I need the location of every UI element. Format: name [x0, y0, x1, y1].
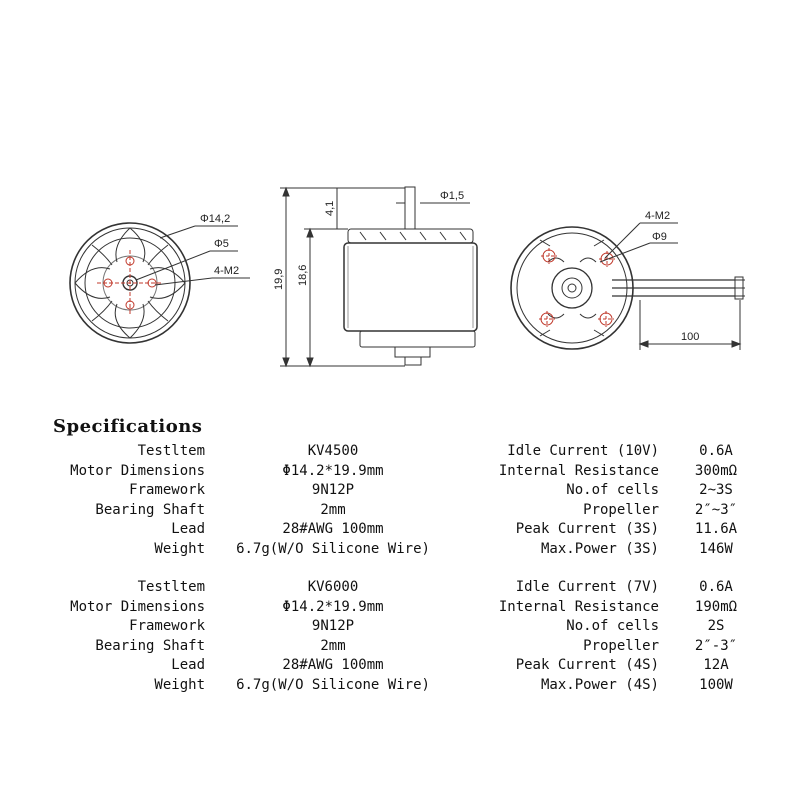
front-outer-dia-label: Φ14,2	[200, 213, 231, 225]
spec-value: Φ14.2*19.9mm	[282, 598, 384, 615]
spec-row	[0, 597, 800, 617]
spec-value: 28#AWG 100mm	[282, 521, 384, 538]
spec-row	[0, 519, 800, 539]
spec-row	[0, 577, 800, 597]
spec-value: 11.6A	[694, 521, 738, 538]
spec-value: 12A	[703, 657, 729, 674]
spec-row	[0, 461, 800, 481]
spec-value: 2~3S	[699, 482, 733, 499]
spec-value: 9N12P	[311, 482, 355, 499]
spec-label: Idle Current (10V)	[507, 443, 659, 459]
spec-value: KV6000	[307, 579, 359, 595]
spec-value: 2″~3″	[694, 501, 738, 518]
spec-value: 100W	[699, 677, 733, 693]
spec-value: 190mΩ	[694, 598, 738, 615]
spec-label: Peak Current (3S)	[515, 521, 659, 538]
front-center-dia-label: Φ5	[214, 238, 229, 250]
side-shaft-len-label: 4,1	[324, 200, 336, 216]
spec-value: 9N12P	[311, 618, 355, 635]
spec-label: No.of cells	[566, 618, 659, 635]
spec-label: Max.Power (3S)	[540, 541, 659, 557]
spec-label: Idle Current (7V)	[515, 579, 659, 595]
spec-row	[0, 616, 800, 636]
specifications-heading: Specifications	[53, 416, 203, 437]
spec-label: Motor Dimensions	[70, 598, 205, 615]
spec-label: No.of cells	[566, 482, 659, 499]
spec-label: Framework	[129, 618, 205, 635]
spec-value: 0.6A	[699, 579, 733, 595]
spec-row	[0, 480, 800, 500]
spec-label: Motor Dimensions	[70, 462, 205, 479]
spec-value: 146W	[699, 541, 733, 557]
spec-value: 2mm	[320, 501, 346, 518]
rear-view	[511, 223, 745, 350]
spec-label: Bearing Shaft	[95, 637, 205, 654]
rear-hole-circle-label: Φ9	[652, 231, 667, 243]
spec-row	[0, 441, 800, 461]
spec-row	[0, 655, 800, 675]
spec-label: Testltem	[137, 579, 205, 595]
spec-label: Lead	[171, 521, 205, 538]
lead-length-label: 100	[681, 331, 700, 343]
spec-label: Lead	[171, 657, 205, 674]
front-holes-label: 4-M2	[214, 265, 240, 277]
spec-label: Weight	[154, 541, 205, 557]
spec-value: KV4500	[307, 443, 359, 459]
side-shaft-dia-label: Φ1,5	[440, 190, 465, 202]
spec-value: 2S	[707, 618, 725, 635]
side-body-height-label: 18,6	[297, 264, 309, 286]
spec-value: 0.6A	[699, 443, 733, 459]
spec-value: 2mm	[320, 637, 346, 654]
spec-row	[0, 675, 800, 695]
spec-label: Propeller	[583, 637, 659, 654]
spec-label: Max.Power (4S)	[540, 677, 659, 693]
spec-row	[0, 636, 800, 656]
spec-value: 6.7g(W/O Silicone Wire)	[236, 541, 430, 557]
rear-holes-label: 4-M2	[645, 210, 671, 222]
spec-label: Internal Resistance	[498, 462, 659, 479]
spec-row	[0, 539, 800, 559]
spec-label: Bearing Shaft	[95, 501, 205, 518]
side-total-height-label: 19,9	[273, 268, 285, 290]
spec-row	[0, 500, 800, 520]
spec-value: 6.7g(W/O Silicone Wire)	[236, 677, 430, 693]
side-view	[280, 187, 477, 366]
spec-label: Internal Resistance	[498, 598, 659, 615]
spec-label: Framework	[129, 482, 205, 499]
spec-value: 2″-3″	[694, 637, 738, 654]
spec-value: 300mΩ	[694, 462, 738, 479]
spec-label: Weight	[154, 677, 205, 693]
spec-label: Peak Current (4S)	[515, 657, 659, 674]
spec-label: Propeller	[583, 501, 659, 518]
spec-value: Φ14.2*19.9mm	[282, 462, 384, 479]
spec-label: Testltem	[137, 443, 205, 459]
spec-value: 28#AWG 100mm	[282, 657, 384, 674]
